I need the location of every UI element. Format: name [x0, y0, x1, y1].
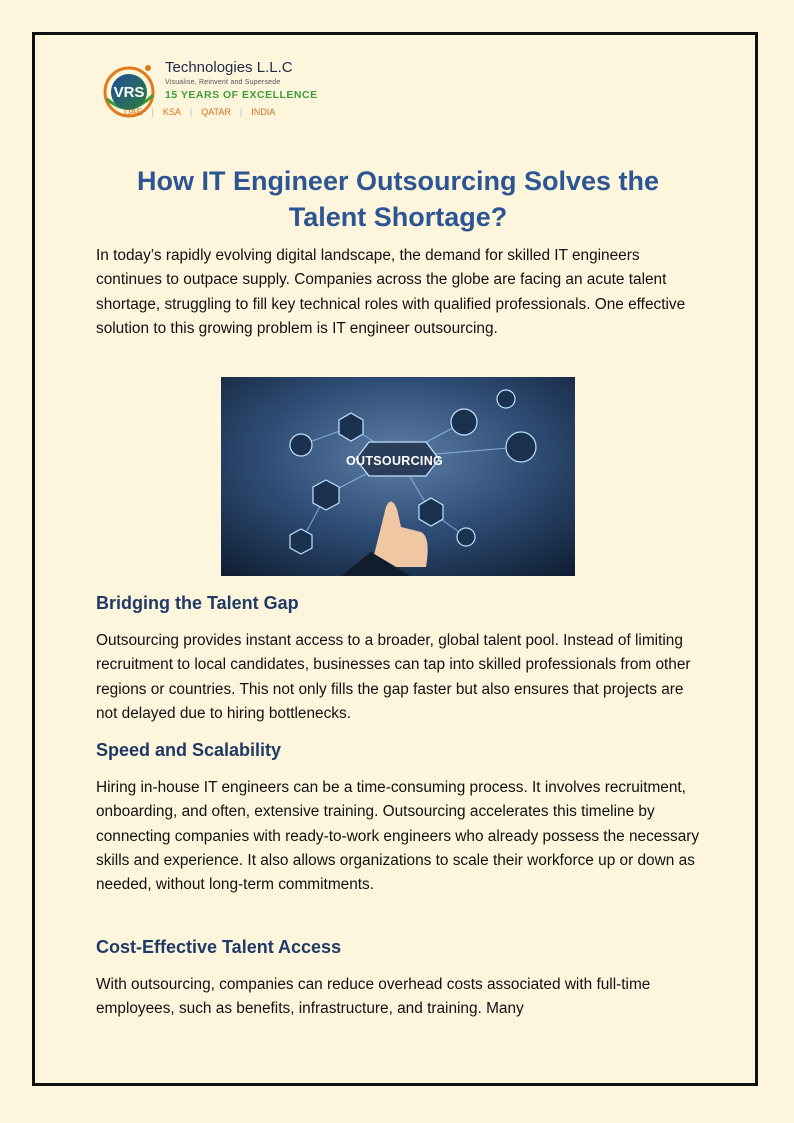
section-body-talent-gap: Outsourcing provides instant access to a broader, global talent pool. Instead of limiting recruitment to local candidates, businesses can tap into skilled professionals from other regions or countries. This not only fills the gap faster but also ensures that projects are not delayed due to hiring bottlenecks.: [96, 632, 691, 722]
logo-regions: [115, 107, 284, 117]
section-body-cost-effective: With outsourcing, companies can reduce overhead costs associated with full-time employees, such as benefits, infrastructure, and training. Many: [96, 976, 651, 1018]
region-separator: |: [151, 107, 154, 117]
region-separator: |: [189, 107, 193, 117]
intro-paragraph: In today’s rapidly evolving digital landscape, the demand for skilled IT engineers continues to outpace supply. Companies across the globe are facing an acute talent shortage, struggling to fill key technical roles with qualified professionals. One effective solution to this growing problem is IT engineer outsourcing.: [96, 247, 686, 337]
logo-mark-text: VRS: [113, 84, 145, 101]
section-body-speed-scalability: Hiring in-house IT engineers can be a time-consuming process. It involves recruitment, onboarding, and often, extensive training. Outsourcing accelerates this timeline by connecting companies with ready-to-work engineers who already possess the necessary skills and experience. It also allows organizations to scale their workforce up or down as needed, without long-term commitments.: [96, 779, 700, 894]
article-title: [75, 163, 721, 235]
region-ksa: KSA: [162, 107, 181, 117]
logo-company-name: Technologies L.L.C: [165, 59, 293, 76]
section-heading-talent-gap: Bridging the Talent Gap: [96, 593, 299, 613]
article-title-line-1: How IT Engineer Outsourcing Solves the: [136, 166, 660, 196]
page-frame: [32, 32, 758, 1086]
section-heading-cost-effective: Cost-Effective Talent Access: [96, 937, 342, 957]
outsourcing-hero-image: [221, 377, 575, 576]
logo-excellence: 15 YEARS OF EXCELLENCE: [165, 89, 318, 101]
hero-label: OUTSOURCING: [346, 454, 444, 468]
region-india: INDIA: [251, 107, 276, 117]
region-uae: UAE: [124, 107, 143, 117]
company-logo: [99, 55, 329, 145]
section-heading-speed-scalability: Speed and Scalability: [96, 740, 282, 760]
article-title-line-2: Talent Shortage?: [288, 202, 508, 232]
region-separator: |: [239, 107, 243, 117]
outsourcing-illustration: [221, 377, 575, 576]
logo-tagline: Visualise, Reinvent and Supersede: [165, 79, 281, 86]
region-qatar: QATAR: [201, 107, 231, 117]
